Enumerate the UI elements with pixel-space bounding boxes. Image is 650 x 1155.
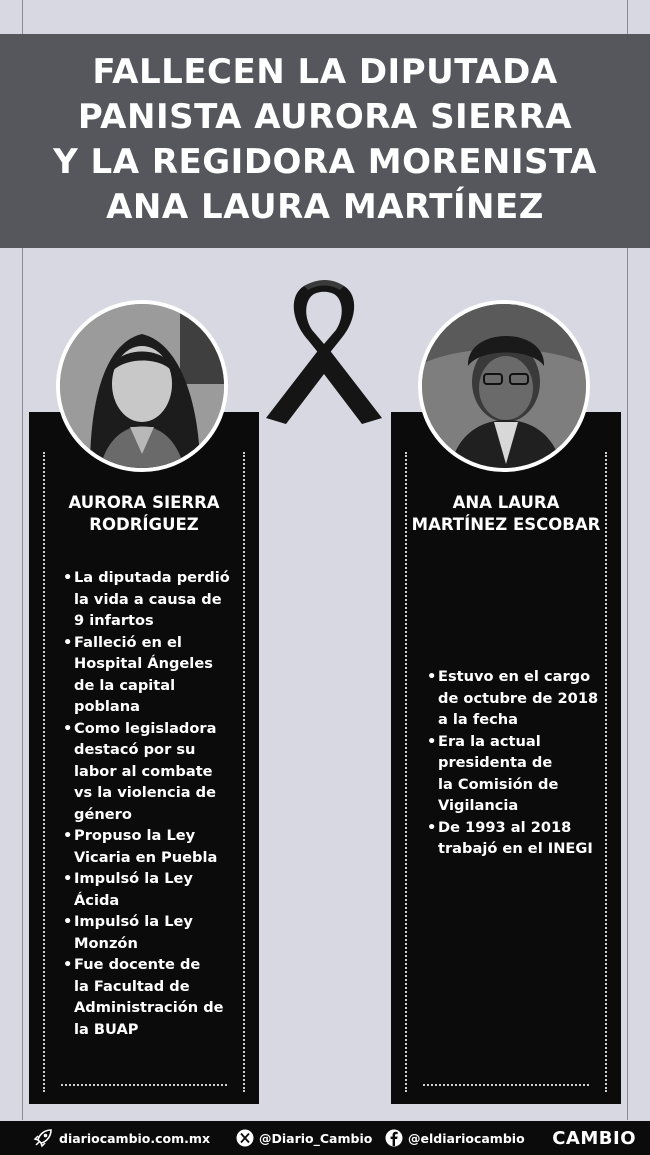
fact-line: poblana [74, 698, 141, 715]
fact-item [63, 868, 253, 911]
facebook-link[interactable] [385, 1121, 525, 1155]
facebook-icon [385, 1129, 403, 1147]
portrait-aurora-sierra [56, 300, 228, 472]
fact-line: Ácida [74, 891, 120, 909]
headline-line: ANA LAURA MARTÍNEZ [106, 187, 544, 227]
profile-card-left [29, 412, 259, 1104]
dotted-border-left [405, 452, 407, 1092]
dotted-border-left [43, 452, 45, 1092]
dotted-border-bottom [61, 1084, 227, 1086]
profile-name [391, 492, 621, 536]
fact-line: • Impulsó la Ley [74, 870, 193, 887]
x-link[interactable] [236, 1121, 372, 1155]
profile-card-right [391, 412, 621, 1104]
headline-line: PANISTA AURORA SIERRA [77, 97, 573, 137]
fact-line: trabajó en el INEGI [438, 840, 593, 857]
fact-item [427, 817, 617, 860]
website-text: diariocambio.com.mx [59, 1130, 211, 1146]
facts-list [427, 666, 617, 860]
fact-item [427, 666, 617, 731]
fact-line: la Facultad de [74, 977, 190, 995]
fact-line: • Impulsó la Ley [74, 913, 193, 930]
dotted-border-bottom [423, 1084, 589, 1086]
fact-item [63, 632, 253, 718]
portrait-ana-laura-martinez [418, 300, 590, 472]
profile-name-line: ANA LAURA [452, 493, 560, 512]
headline-line: FALLECEN LA DIPUTADA [92, 52, 558, 92]
fact-line: destacó por su [74, 741, 196, 758]
fact-item [63, 567, 253, 632]
fact-item [63, 911, 253, 954]
x-logo-icon [236, 1129, 254, 1147]
fact-item [427, 731, 617, 817]
fact-line: vs la violencia de [74, 784, 216, 801]
fact-line: • De 1993 al 2018 [438, 818, 572, 836]
x-handle: @Diario_Cambio [259, 1130, 373, 1146]
headline [0, 50, 650, 230]
fact-line: • Estuvo en el cargo [438, 668, 591, 685]
fact-item [63, 718, 253, 826]
fact-line: Monzón [74, 934, 138, 952]
fact-line: • La diputada perdió [74, 569, 230, 586]
footer-bar [0, 1121, 650, 1155]
brand-logo: CAMBIO [552, 1127, 636, 1149]
mourning-ribbon-icon [262, 278, 386, 436]
facts-list [63, 567, 253, 1040]
fact-line: la BUAP [74, 1020, 139, 1038]
fact-line: la vida a causa de [74, 590, 222, 608]
profile-name [29, 492, 259, 536]
fact-line: • Fue docente de [74, 956, 201, 973]
fact-line: • Era la actual [438, 732, 541, 750]
fact-line: presidenta de [438, 754, 553, 771]
fact-line: la Comisión de [438, 775, 559, 793]
website-link[interactable] [32, 1121, 210, 1155]
fact-line: • Como legisladora [74, 719, 217, 737]
headline-line: Y LA REGIDORA MORENISTA [53, 142, 597, 182]
fact-line: labor al combate [74, 762, 213, 780]
fact-line: género [74, 805, 132, 823]
fact-line: Vigilancia [438, 797, 519, 814]
fact-line: Vicaria en Puebla [74, 848, 218, 866]
profile-name-line: RODRÍGUEZ [89, 515, 199, 534]
fact-line: • Falleció en el [74, 633, 182, 651]
profile-name-line: AURORA SIERRA [68, 493, 220, 512]
rocket-icon [32, 1127, 54, 1149]
fact-line: de octubre de 2018 [438, 689, 599, 707]
fact-line: de la capital [74, 676, 176, 694]
fact-line: a la fecha [438, 711, 518, 728]
profile-name-line: MARTÍNEZ ESCOBAR [411, 515, 601, 534]
facebook-handle: @eldiariocambio [408, 1130, 525, 1146]
fact-line: Hospital Ángeles [74, 655, 213, 672]
fact-line: Administración de [74, 999, 224, 1016]
fact-item [63, 954, 253, 1040]
fact-line: 9 infartos [74, 612, 154, 629]
fact-item [63, 825, 253, 868]
fact-line: • Propuso la Ley [74, 827, 196, 844]
